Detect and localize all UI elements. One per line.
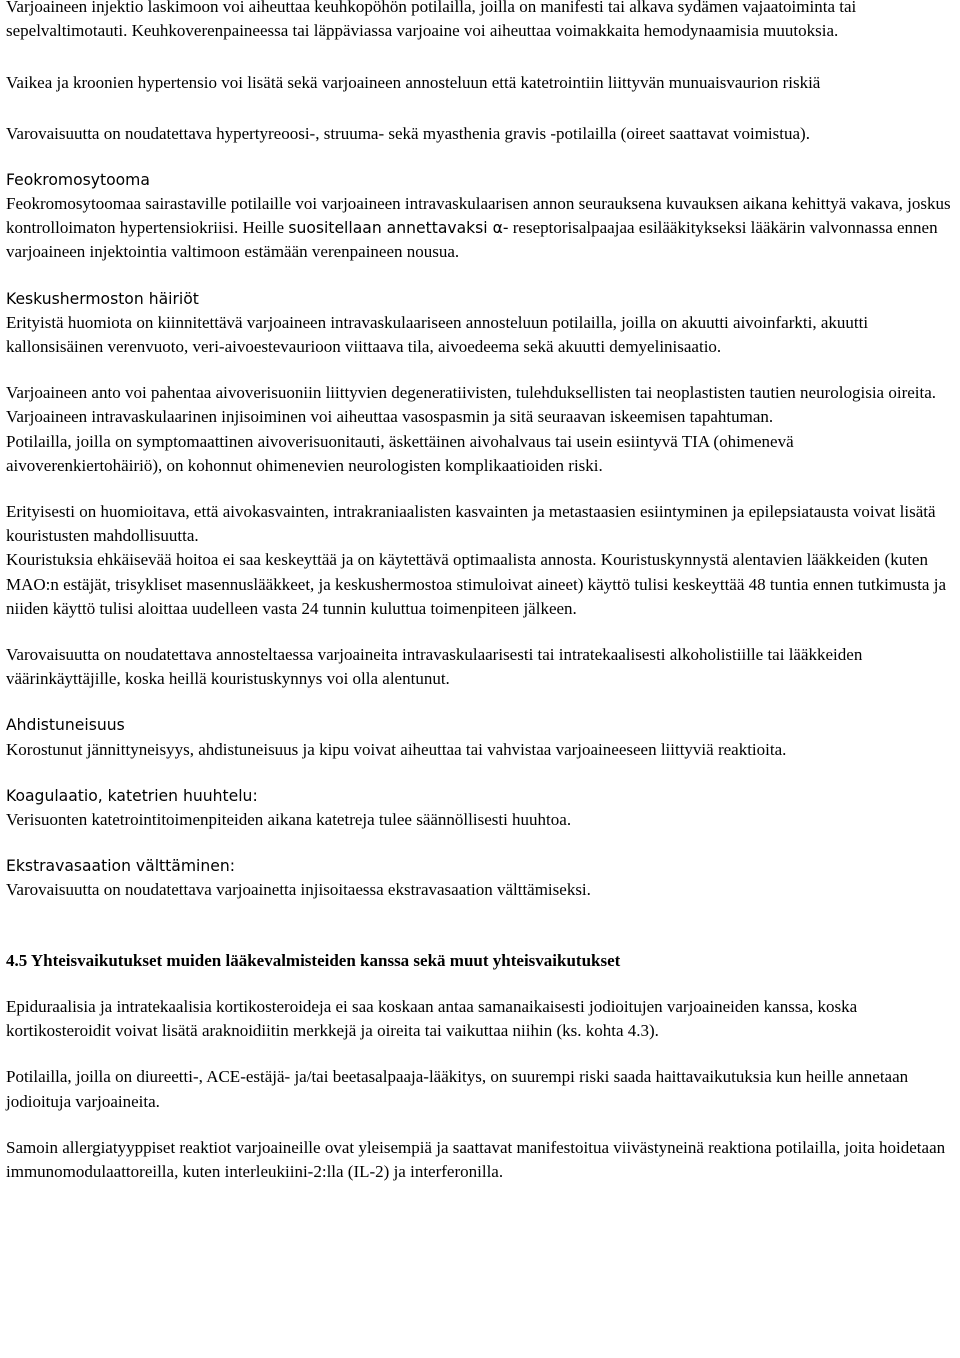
paragraph-ahdistuneisuus: Korostunut jännittyneisyys, ahdistuneisuus ja kipu voivat aiheuttaa tai vahvistaa varjoaineeseen liittyviä reaktioita. (6, 739, 787, 759)
paragraph-cns-1: Erityistä huomiota on kiinnitettävä varjoaineen intravaskulaariseen annosteluun potilailla, joilla on akuutti aivoinfarkti, akuutti kallonsisäinen verenvuoto, veri-aivoestevaurioon viittaava tila, aivoedeema sekä akuutti demyelinisaatio. (6, 312, 869, 357)
paragraph-ekstravasaatio: Varovaisuutta on noudatettava varjoainetta injisoitaessa ekstravasaation välttämiseksi. (6, 880, 591, 900)
heading-feokromosytooma: Feokromosytooma (6, 170, 150, 189)
paragraph-feokromosytooma (6, 192, 954, 265)
paragraph-thyroid: Varovaisuutta on noudatettava hypertyreoosi-, struuma- sekä myasthenia gravis -potilailla (oireet saattavat voimistua). (6, 123, 810, 143)
paragraph-interactions-3: Samoin allergiatyyppiset reaktiot varjoaineille ovat yleisempiä ja saattavat manifestoitua viivästyneinä reaktiona potilailla, joita hoidetaan immunomodulaattoreilla, kuten interleukiini-2:lla (IL-2) ja interferonilla. (6, 1137, 946, 1181)
paragraph-cns-7: Varovaisuutta on noudatettava annosteltaessa varjoaineita intravaskulaarisesti tai intratekaalisesti alkoholistiille tai lääkkeiden väärinkäyttäjille, koska heillä kouristuskynnys voi olla alentunut. (6, 645, 863, 689)
paragraph-cns-3: Varjoaineen intravaskulaarinen injisoiminen voi aiheuttaa vasospasmin ja sitä seuraavan iskeemisen tapahtuman. (6, 407, 774, 427)
paragraph-interactions-2: Potilailla, joilla on diureetti-, ACE-estäjä- ja/tai beetasalpaaja-lääkitys, on suurempi riski saada haittavaikutuksia kun heille annetaan jodioituja varjoaineita. (6, 1067, 909, 1111)
paragraph-interactions-1: Epiduraalisia ja intratekaalisia kortikosteroideja ei saa koskaan antaa samanaikaisesti jodioitujen varjoaineiden kanssa, koska kortikosteroidit voivat lisätä araknoidiitin merkkejä ja oireita tai vaikuttaa niihin (ks. kohta 4.3). (6, 996, 858, 1041)
heading-ekstravasaatio: Ekstravasaation välttäminen: (6, 857, 235, 876)
section-heading-4-5: 4.5 Yhteisvaikutukset muiden lääkevalmisteiden kanssa sekä muut yhteisvaikutukset (6, 950, 621, 970)
paragraph-cardiac: Varjoaineen injektio laskimoon voi aiheuttaa keuhkopöhön potilailla, joilla on manifesti tai alkava sydämen vajaatoiminta tai sepelvaltimotauti. Keuhkoverenpaineessa tai läppäviassa varjoaine voi aiheuttaa voimakkaita hemodynaamisia muutoksia. (6, 0, 857, 41)
feokromosytooma-text-b: suositellaan annettavaksi α- (288, 219, 509, 238)
paragraph-hypertension: Vaikea ja kroonien hypertensio voi lisätä sekä varjoaineen annosteluun että katetrointiin liittyvän munuaisvaurion riskiä (6, 73, 821, 93)
paragraph-cns-2: Varjoaineen anto voi pahentaa aivoverisuoniin liittyvien degeneratiivisten, tulehduksellisten tai neoplastisten tautien neurologisia oireita. (6, 383, 937, 403)
paragraph-cns-4: Potilailla, joilla on symptomaattinen aivoverisuonitauti, äskettäinen aivohalvaus tai usein esiintyvä TIA (ohimenevä aivoverenkiertohäiriö), on kohonnut ohimenevien neurologisten komplikaatioiden riski. (6, 431, 794, 475)
paragraph-cns-5: Erityisesti on huomioitava, että aivokasvainten, intrakraniaalisten kasvainten ja metastaasien esiintyminen ja epilepsiatausta voivat lisätä kouristusten mahdollisuutta. (6, 502, 936, 546)
heading-ahdistuneisuus: Ahdistuneisuus (6, 716, 125, 735)
heading-keskushermosto: Keskushermoston häiriöt (6, 289, 199, 308)
heading-koagulaatio: Koagulaatio, katetrien huuhtelu: (6, 786, 258, 805)
paragraph-koagulaatio: Verisuonten katetrointitoimenpiteiden aikana katetreja tulee säännöllisesti huuhtoa. (6, 810, 572, 830)
feokromosytooma-text-c: reseptorisalpaajaa esilääkitykseksi lääkärin valvonnassa ennen varjoaineen injektointia valtimoon estämään verenpaineen nousua. (6, 218, 938, 262)
feokromosytooma-text-a: Feokromosytoomaa sairastaville potilaille voi varjoaineen intravaskulaarisen annon seurauksena kuvauksen aikana kehittyä vakava, joskus kontrolloimaton hypertensiokriisi. Heille (6, 194, 951, 238)
paragraph-cns-6: Kouristuksia ehkäisevää hoitoa ei saa keskeyttää ja on käytettävä optimaalista annosta. Kouristuskynnystä alentavien lääkkeiden (kuten MAO:n estäjät, trisykliset masennuslääkkeet, ja keskushermostoa stimuloivat aineet) käyttö tulisi keskeyttää 48 tuntia ennen tutkimusta ja niiden käyttö tulisi aloittaa uudelleen vasta 24 tunnin kuluttua toimenpiteen jälkeen. (6, 550, 946, 618)
